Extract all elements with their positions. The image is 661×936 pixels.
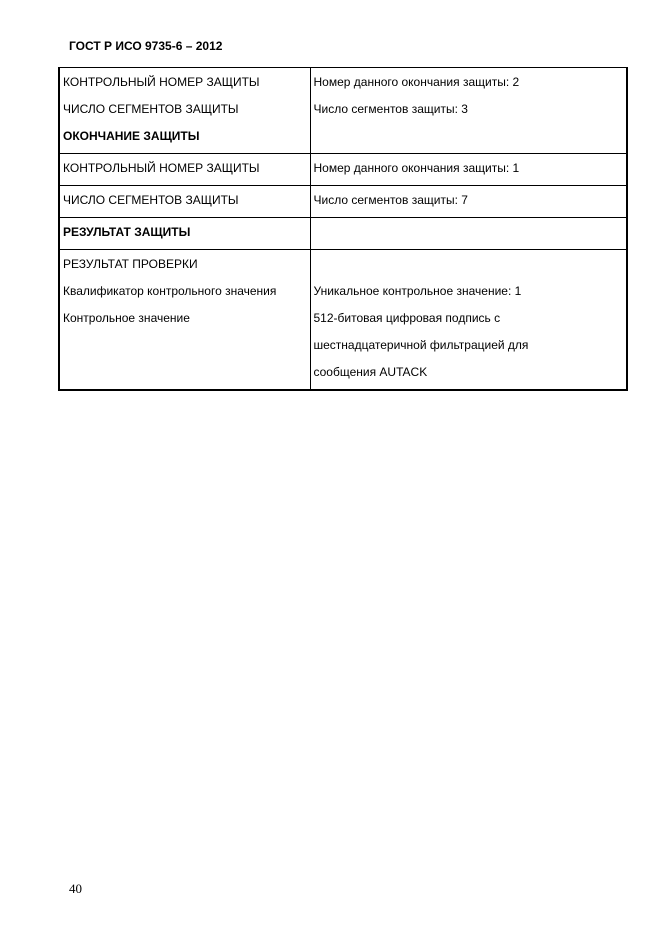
field-name: РЕЗУЛЬТАТ ПРОВЕРКИ	[63, 257, 198, 271]
table-row	[59, 154, 627, 186]
section-heading: РЕЗУЛЬТАТ ЗАЩИТЫ	[63, 225, 191, 239]
field-name: КОНТРОЛЬНЫЙ НОМЕР ЗАЩИТЫ	[63, 161, 260, 175]
table-row	[59, 218, 627, 250]
field-value: шестнадцатеричной фильтрацией для	[313, 338, 529, 352]
field-name: Квалификатор контрольного значения	[63, 284, 277, 298]
field-value-cell	[310, 154, 627, 186]
field-value: сообщения AUTACK	[313, 365, 428, 379]
field-name-cell	[59, 154, 310, 186]
field-value: Номер данного окончания защиты: 1	[313, 161, 520, 175]
field-value-cell	[310, 218, 627, 250]
field-value: Уникальное контрольное значение: 1	[313, 284, 522, 298]
field-value-cell	[310, 186, 627, 218]
field-value-cell	[310, 68, 627, 154]
field-value	[314, 254, 624, 281]
field-name: ЧИСЛО СЕГМЕНТОВ ЗАЩИТЫ	[63, 193, 239, 207]
table-row	[59, 68, 627, 154]
field-name-cell	[59, 250, 310, 391]
document-header: ГОСТ Р ИСО 9735-6 – 2012	[69, 39, 223, 53]
field-name-cell	[59, 218, 310, 250]
field-value: Номер данного окончания защиты: 2	[313, 75, 520, 89]
page-number: 40	[69, 881, 82, 896]
field-value: 512-битовая цифровая подпись с	[313, 311, 501, 325]
field-value-cell	[310, 250, 627, 391]
field-name: ЧИСЛО СЕГМЕНТОВ ЗАЩИТЫ	[63, 102, 239, 116]
empty-value	[314, 222, 624, 249]
field-name-cell	[59, 68, 310, 154]
field-name: Контрольное значение	[63, 311, 190, 325]
section-heading: ОКОНЧАНИЕ ЗАЩИТЫ	[63, 129, 200, 143]
table-row	[59, 250, 627, 391]
table-row	[59, 186, 627, 218]
segment-table	[58, 67, 628, 391]
segment-table-body	[59, 68, 627, 391]
field-name-cell	[59, 186, 310, 218]
field-name: КОНТРОЛЬНЫЙ НОМЕР ЗАЩИТЫ	[63, 75, 260, 89]
field-value: Число сегментов защиты: 7	[313, 193, 468, 207]
field-value: Число сегментов защиты: 3	[313, 102, 468, 116]
